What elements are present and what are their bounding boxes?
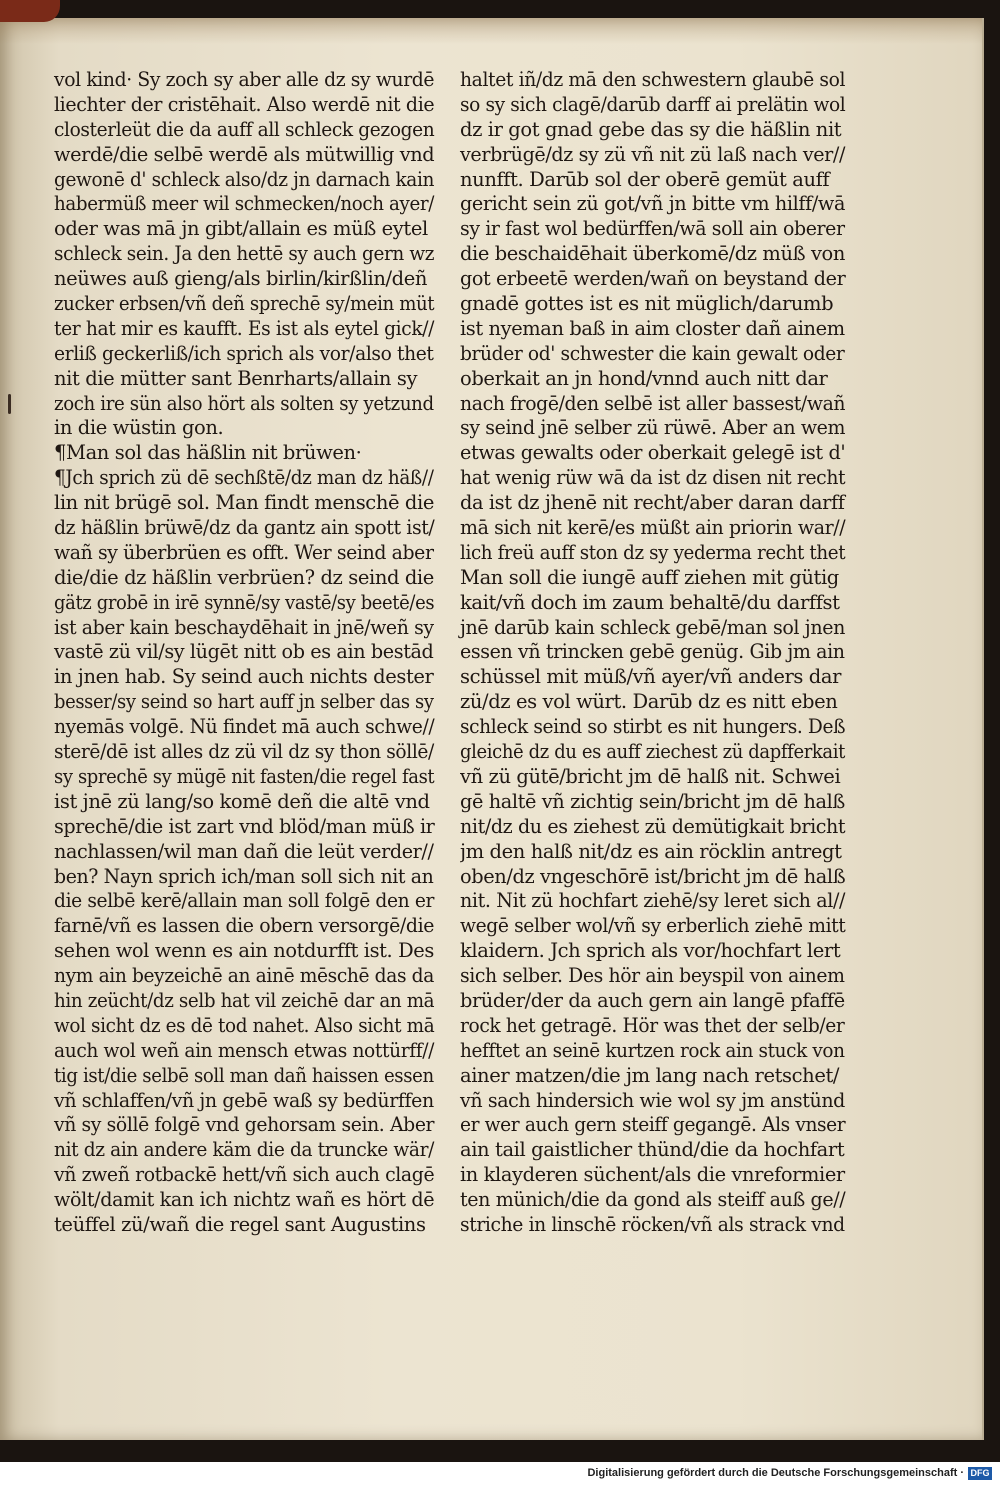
text-line: vñ zü gütē/bricht jm dē halß nit. Schwei (460, 764, 841, 788)
text-line: erliß geckerliß/ich sprich als vor/also thet (54, 341, 434, 365)
margin-mark (8, 394, 11, 414)
text-line: die/die dz häßlin verbrüen? dz seind die (54, 565, 434, 589)
text-line: sy sprechē sy mügē nit fasten/die regel fast (54, 764, 435, 788)
text-line: hefftet an seinē kurtzen rock ain stuck von (460, 1038, 845, 1062)
text-line: haltet iñ/dz mā den schwestern glaubē sol (460, 68, 846, 91)
text-line: er wer auch gern steiff gegangē. Als vnser (460, 1113, 846, 1137)
text-line: in klayderen süchent/als die vnreformier (460, 1163, 845, 1187)
text-line: schleck sein. Ja den hettē sy auch gern wz (54, 242, 435, 266)
text-line: lin nit brügē sol. Man findt menschē die (54, 491, 434, 515)
text-line: nit/dz du es ziehest zü demütigkait bricht (460, 814, 846, 838)
text-line: jm den halß nit/dz es ain röcklin antregt (460, 839, 842, 863)
text-line: nit die mütter sant Benrharts/allain sy (54, 366, 418, 390)
text-line: zü/dz es vol würt. Darūb dz es nitt eben (460, 690, 838, 714)
text-line: besser/sy seind so hart auff jn selber das sy (54, 690, 434, 714)
text-line: wegē selber wol/vñ sy erberlich ziehē mitt (460, 914, 846, 938)
text-line: hin zeücht/dz selb hat vil zeichē dar an mā (54, 988, 435, 1012)
text-line: farnē/vñ es lassen die obern versorgē/die (54, 914, 435, 938)
text-line: gätz grobē in irē synnē/sy vastē/sy beetē/es (54, 590, 435, 614)
text-line: dz ir got gnad gebe das sy die häßlin nit (460, 117, 842, 141)
text-line: vñ sy söllē folgē vnd gehorsam sein. Aber (54, 1113, 435, 1137)
text-line: kait/vñ doch im zaum behaltē/du darffst (460, 590, 840, 614)
text-line: gericht sein zü got/vñ jn bitte vm hilff/wā (460, 192, 846, 216)
text-line: sprechē/die ist zart vnd blöd/man müß ir (54, 814, 435, 838)
text-line: nit. Nit zü hochfart ziehē/sy leret sich al// (460, 889, 846, 913)
text-line: striche in linschē röcken/vñ als strack vnd (460, 1212, 845, 1236)
text-line: in die wüstin gon. (54, 416, 224, 440)
text-line: Man soll die iungē auff ziehen mit gütig (460, 565, 839, 589)
text-line: oder was mā jn gibt/allain es müß eytel (54, 217, 428, 241)
text-line: ter hat mir es kaufft. Es ist als eytel gick// (54, 316, 435, 340)
text-line: liechter der cristēhait. Also werdē nit die (54, 92, 435, 116)
text-line: etwas gewalts oder oberkait gelegē ist d' (460, 441, 846, 465)
text-line: teüffel zü/wañ die regel sant Augustins (54, 1212, 426, 1236)
book-page (0, 18, 984, 1440)
text-line: dz häßlin brüwē/dz da gantz ain spott ist/ (54, 516, 435, 540)
text-line: sich selber. Des hör ain beyspil von ainem (460, 964, 845, 988)
text-line: wol sicht dz es dē tod nahet. Also sicht mā (54, 1013, 435, 1037)
text-line: gewonē d' schleck also/dz jn darnach kain (54, 167, 435, 191)
text-line: schleck seind so stirbt es nit hungers. Deß (460, 715, 846, 739)
text-line: so sy sich clagē/darūb darff ai prelätin wol (460, 92, 846, 116)
text-line: vol kind· Sy zoch sy aber alle dz sy wurdē (54, 68, 435, 91)
text-line: in jnen hab. Sy seind auch nichts dester (54, 665, 434, 689)
text-line: rock het getragē. Hör was thet der selb/er (460, 1013, 845, 1037)
text-line: nach frogē/den selbē ist aller bassest/wañ (460, 391, 846, 415)
text-line: closterleüt die da auff all schleck gezogen (54, 117, 435, 141)
text-line: mā sich nit kerē/es müßt ain priorin war// (460, 516, 846, 540)
text-line: ¶Jch sprich zü dē sechßtē/dz man dz häß// (54, 466, 434, 490)
text-line: jnē darūb kain schleck gebē/man sol jnen (460, 615, 845, 639)
right-text-column (460, 68, 845, 1238)
text-line: ten münich/die da gond als steiff auß ge// (460, 1188, 846, 1212)
text-line: wañ sy überbrüen es offt. Wer seind aber (54, 540, 434, 564)
text-line: zoch ire sün also hört als solten sy yetzund (54, 391, 434, 415)
text-line: sterē/dē ist alles dz zü vil dz sy thon söllē/ (54, 740, 434, 764)
text-line: wölt/damit kan ich nichtz wañ es hört dē (54, 1188, 435, 1212)
text-line: nachlassen/wil man dañ die leüt verder// (54, 839, 434, 863)
text-line: oben/dz vngeschōrē ist/bricht jm dē halß (460, 864, 846, 888)
text-line: zucker erbsen/vñ deñ sprechē sy/mein müt (54, 292, 435, 316)
text-line: nit dz ain andere käm die da truncke wär/ (54, 1138, 434, 1162)
text-line: sy ir fast wol bedürffen/wā soll ain oberer (460, 217, 845, 241)
credit-bar (0, 1462, 1000, 1486)
text-line: vñ schlaffen/vñ jn gebē waß sy bedürffen (54, 1088, 434, 1112)
text-line: die beschaidēhait überkomē/dz müß von (460, 242, 845, 266)
text-line: verbrügē/dz sy zü vñ nit zü laß nach ver// (460, 142, 845, 166)
text-line: ain tail gaistlicher thünd/die da hochfart (460, 1138, 845, 1162)
text-line: gē haltē vñ zichtig sein/bricht jm dē halß (460, 789, 845, 813)
text-line: gleichē dz du es auff ziechest zü dapfferkait (460, 740, 846, 764)
text-line: die selbē kerē/allain man soll folgē den er (54, 889, 435, 913)
text-line: neüwes auß gieng/als birlin/kirßlin/deñ (54, 267, 428, 291)
text-line: werdē/die selbē werdē als mütwillig vnd (54, 142, 435, 166)
text-line: oberkait an jn hond/vnnd auch nitt dar (460, 366, 828, 390)
text-line: vñ zweñ rotbackē hett/vñ sich auch clagē (54, 1163, 435, 1187)
text-line: hat wenig rüw wā da ist dz disen nit recht (460, 466, 846, 490)
funding-credit: Digitalisierung gefördert durch die Deutsche Forschungsgemeinschaft · (587, 1467, 964, 1479)
text-line: nyemās volgē. Nü findet mā auch schwe// (54, 715, 435, 739)
text-line: ¶Man sol das häßlin nit brüwen· (54, 441, 362, 465)
text-line: tig ist/die selbē soll man dañ haissen essen (54, 1063, 434, 1087)
text-line: gnadē gottes ist es nit müglich/darumb (460, 292, 834, 316)
text-line: nunfft. Darūb sol der oberē gemüt auff (460, 167, 830, 191)
left-text-column (54, 68, 434, 1238)
red-corner-mark (0, 0, 60, 22)
text-line: sehen wol wenn es ain notdurfft ist. Des (54, 939, 434, 963)
text-line: ist nyeman baß in aim closter dañ ainem (460, 316, 845, 340)
text-line: auch wol weñ ain mensch etwas nottürff// (54, 1038, 435, 1062)
text-line: lich freü auff ston dz sy yederma recht thet (460, 540, 846, 564)
text-line: ainer matzen/die jm lang nach retschet/ (460, 1063, 840, 1087)
dfg-logo-icon: DFG (968, 1467, 992, 1480)
text-line: got erbeetē werden/wañ on beystand der (460, 267, 846, 291)
text-line: essen vñ trincken gebē genüg. Gib jm ain (460, 640, 845, 664)
text-line: ist jnē zü lang/so komē deñ die altē vnd (54, 789, 430, 813)
text-line: vñ sach hindersich wie wol sy jm anstünd (460, 1088, 845, 1112)
page-top-shadow (0, 18, 982, 44)
text-line: nym ain beyzeichē an ainē mēschē das da (54, 964, 434, 988)
text-line: brüder/der da auch gern ain langē pfaffē (460, 988, 845, 1012)
text-line: ben? Nayn sprich ich/man soll sich nit an (54, 864, 434, 888)
text-line: schüssel mit müß/vñ ayer/vñ anders dar (460, 665, 842, 689)
text-line: sy seind jnē selber zü rüwē. Aber an wem (460, 416, 846, 440)
text-line: habermüß meer wil schmecken/noch ayer/ (54, 192, 435, 216)
text-line: ist aber kain beschaydēhait in jnē/weñ sy (54, 615, 434, 639)
text-line: klaidern. Jch sprich als vor/hochfart lert (460, 939, 841, 963)
text-line: brüder od' schwester die kain gewalt oder (460, 341, 845, 365)
text-line: da ist dz jhenē nit recht/aber daran darff (460, 491, 845, 515)
text-line: vastē zü vil/sy lügēt nitt ob es ain bestād (54, 640, 434, 664)
